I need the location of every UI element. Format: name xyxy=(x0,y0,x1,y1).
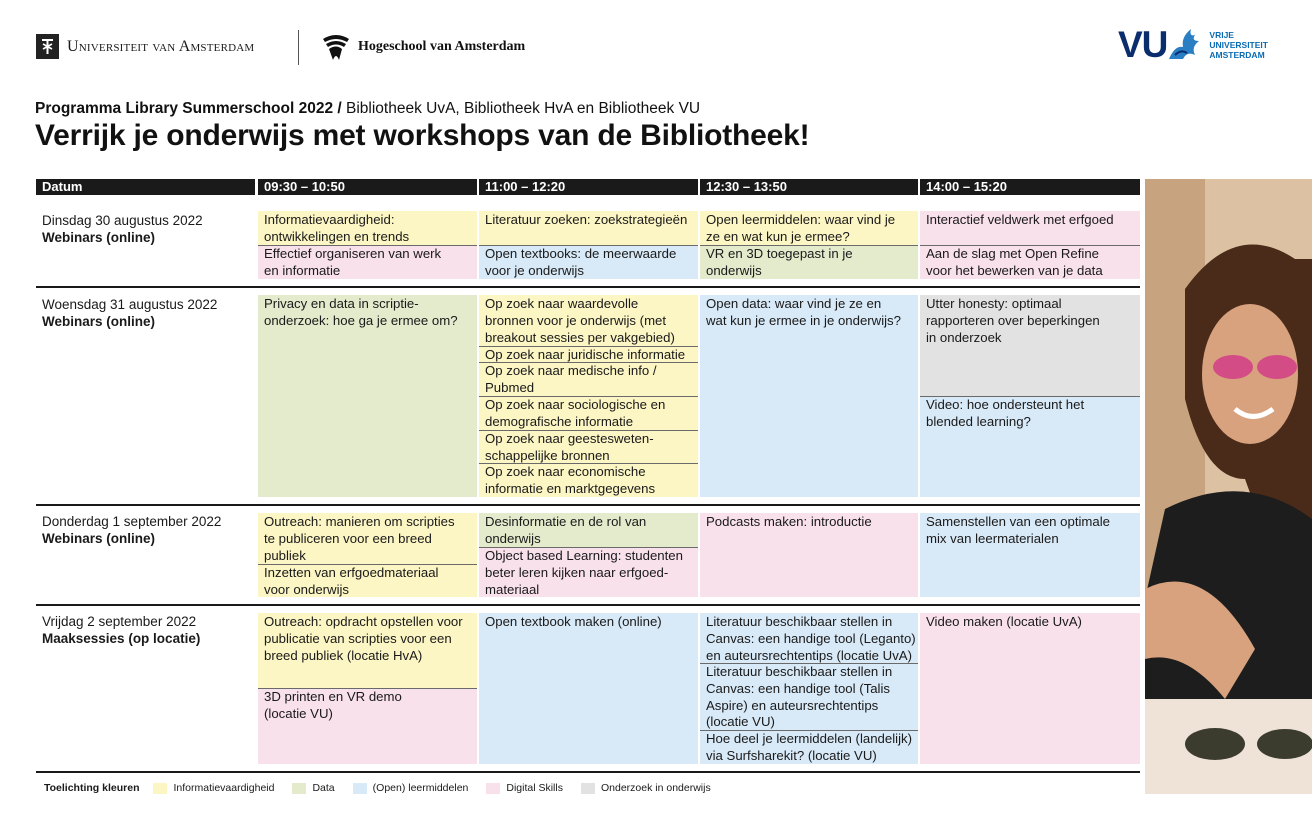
session-cell: Op zoek naar economische informatie en marktgegevens xyxy=(479,463,698,497)
session-cell: Outreach: manieren om scripties te publiceren voor een breed publiek xyxy=(258,513,477,564)
col-header-slot-4: 14:00 – 15:20 xyxy=(920,179,1140,195)
session-cell: 3D printen en VR demo (locatie VU) xyxy=(258,688,477,764)
cell-divider xyxy=(479,346,698,347)
cell-divider xyxy=(479,463,698,464)
session-cell: Video: hoe ondersteunt het blended learning? xyxy=(920,396,1140,497)
session-cell: Literatuur beschikbaar stellen in Canvas: een handige tool (Leganto) en auteursrechtentips (locatie UvA) xyxy=(700,613,918,663)
row-divider xyxy=(36,504,1140,506)
col-header-slot-1: 09:30 – 10:50 xyxy=(258,179,477,195)
row-divider xyxy=(36,286,1140,288)
cell-divider xyxy=(258,564,477,565)
day-label: Woensdag 31 augustus 2022 Webinars (online) xyxy=(42,297,218,329)
session-cell: Op zoek naar sociologische en demografische informatie xyxy=(479,396,698,430)
hva-logo xyxy=(321,33,525,61)
hva-swirl-icon xyxy=(321,33,351,61)
cell-divider xyxy=(700,730,918,731)
legend-label: (Open) leermiddelen xyxy=(372,782,469,794)
session-cell: Privacy en data in scriptie- onderzoek: hoe ga je ermee om? xyxy=(258,295,477,497)
cell-divider xyxy=(479,362,698,363)
cell-divider xyxy=(258,688,477,689)
session-cell: Object based Learning: studenten beter leren kijken naar erfgoed- materiaal xyxy=(479,547,698,597)
cell-divider xyxy=(258,245,477,246)
session-cell: Outreach: opdracht opstellen voor publicatie van scripties voor een breed publiek (locatie HvA) xyxy=(258,613,477,688)
session-cell: Open textbooks: de meerwaarde voor je onderwijs xyxy=(479,245,698,279)
session-cell: Desinformatie en de rol van onderwijs xyxy=(479,513,698,547)
legend-label: Informatievaardigheid xyxy=(173,782,275,794)
hva-name: Hogeschool van Amsterdam xyxy=(358,39,526,54)
vu-mark: VU xyxy=(1118,24,1168,65)
legend-swatch xyxy=(153,783,167,794)
session-cell: Aan de slag met Open Refine voor het bewerken van je data xyxy=(920,245,1140,279)
session-cell: Op zoek naar medische info / Pubmed xyxy=(479,362,698,396)
col-header-slot-2: 11:00 – 12:20 xyxy=(479,179,698,195)
session-cell: Utter honesty: optimaal rapporteren over beperkingen in onderzoek xyxy=(920,295,1140,396)
uva-logo xyxy=(36,34,254,59)
student-photo xyxy=(1145,179,1312,794)
legend-label: Onderzoek in onderwijs xyxy=(600,782,711,794)
legend-divider xyxy=(36,771,1140,773)
page-title: Verrijk je onderwijs met workshops van de Bibliotheek! xyxy=(35,119,810,152)
cell-divider xyxy=(920,245,1140,246)
legend-label: Digital Skills xyxy=(506,782,563,794)
legend-label: Data xyxy=(312,782,335,794)
session-cell: Op zoek naar geestesweten- schappelijke bronnen xyxy=(479,430,698,463)
session-cell: Literatuur zoeken: zoekstrategieën xyxy=(479,211,698,245)
cell-divider xyxy=(920,396,1140,397)
session-cell: Informatievaardigheid: ontwikkelingen en trends xyxy=(258,211,477,245)
col-header-datum: Datum xyxy=(36,179,255,195)
cell-divider xyxy=(479,547,698,548)
color-legend xyxy=(44,782,729,794)
session-cell: Open data: waar vind je ze en wat kun je ermee in je onderwijs? xyxy=(700,295,918,497)
cell-divider xyxy=(479,245,698,246)
session-cell: Op zoek naar waardevolle bronnen voor je onderwijs (met breakout sessies per vakgebied) xyxy=(479,295,698,346)
uva-name: Universiteit van Amsterdam xyxy=(67,37,255,55)
row-divider xyxy=(36,604,1140,606)
logo-divider xyxy=(298,30,299,65)
cell-divider xyxy=(479,430,698,431)
legend-swatch xyxy=(292,783,306,794)
session-cell: Podcasts maken: introductie xyxy=(700,513,918,597)
legend-swatch xyxy=(486,783,500,794)
vu-griffin-icon xyxy=(1165,25,1205,65)
uva-shield-icon xyxy=(36,34,59,59)
day-label: Vrijdag 2 september 2022 Maaksessies (op locatie) xyxy=(42,614,201,646)
day-label: Dinsdag 30 augustus 2022 Webinars (online) xyxy=(42,213,203,245)
session-cell: Open leermiddelen: waar vind je ze en wat kun je ermee? xyxy=(700,211,918,245)
cell-divider xyxy=(700,245,918,246)
vu-logo xyxy=(1118,24,1268,66)
cell-divider xyxy=(700,663,918,664)
legend-title: Toelichting kleuren xyxy=(44,782,140,794)
vu-name: VRIJE UNIVERSITEIT AMSTERDAM xyxy=(1209,30,1268,60)
legend-swatch xyxy=(353,783,367,794)
session-cell: Literatuur beschikbaar stellen in Canvas: een handige tool (Talis Aspire) en auteursrechtentips (locatie VU) xyxy=(700,663,918,730)
legend-swatch xyxy=(581,783,595,794)
program-subtitle: Programma Library Summerschool 2022 / Bibliotheek UvA, Bibliotheek HvA en Bibliotheek VU xyxy=(35,100,701,117)
session-cell: Effectief organiseren van werk en informatie xyxy=(258,245,477,279)
col-header-slot-3: 12:30 – 13:50 xyxy=(700,179,918,195)
session-cell: Open textbook maken (online) xyxy=(479,613,698,764)
session-cell: Interactief veldwerk met erfgoed xyxy=(920,211,1140,245)
session-cell: Video maken (locatie UvA) xyxy=(920,613,1140,764)
session-cell: Samenstellen van een optimale mix van leermaterialen xyxy=(920,513,1140,597)
session-cell: Inzetten van erfgoedmateriaal voor onderwijs xyxy=(258,564,477,597)
session-cell: Op zoek naar juridische informatie xyxy=(479,346,698,362)
session-cell: VR en 3D toegepast in je onderwijs xyxy=(700,245,918,279)
day-label: Donderdag 1 september 2022 Webinars (online) xyxy=(42,514,222,546)
session-cell: Hoe deel je leermiddelen (landelijk) via Surfsharekit? (locatie VU) xyxy=(700,730,918,764)
cell-divider xyxy=(479,396,698,397)
